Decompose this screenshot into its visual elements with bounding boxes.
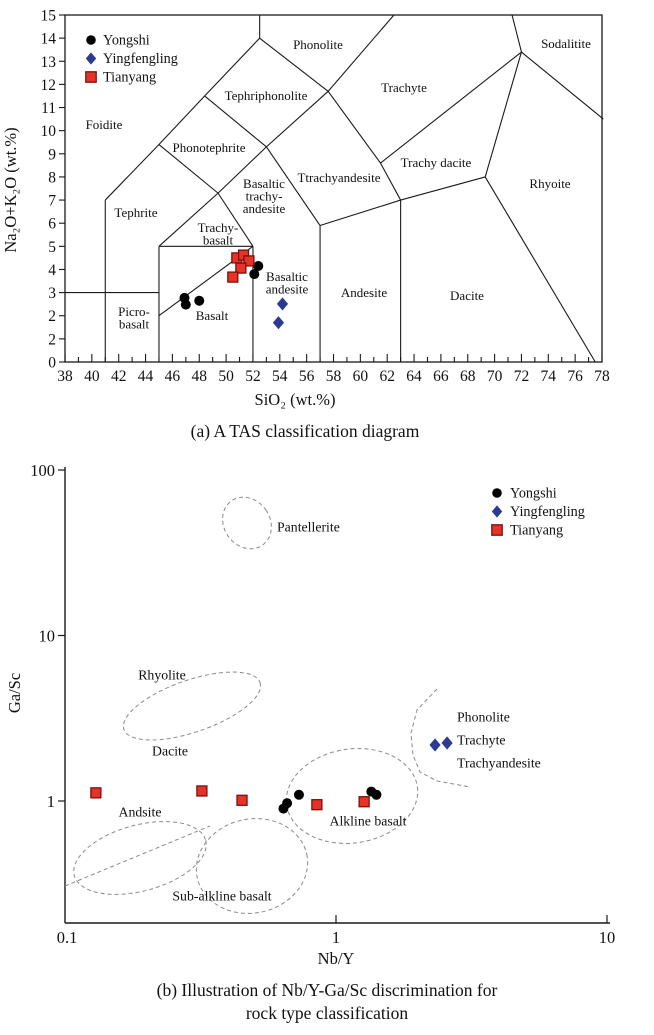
alkaline-subalkaline-divider <box>65 826 210 886</box>
boundary-line <box>380 52 521 163</box>
field-labels <box>119 520 541 904</box>
point-yongshi <box>181 300 191 310</box>
x-tick-label: 64 <box>406 368 422 385</box>
point-yongshi <box>294 790 304 800</box>
y-axis-title: Ga/Sc <box>5 672 24 714</box>
data-points <box>91 736 453 813</box>
field-label-line: Tephrite <box>114 205 158 220</box>
y-tick-label: 12 <box>40 76 56 94</box>
boundary-line <box>485 177 595 362</box>
field-label-line: Phonolite <box>293 37 343 52</box>
legend-marker-tianyang <box>492 525 502 535</box>
zone-outlines <box>65 488 470 924</box>
point-yingfengling <box>277 297 288 310</box>
legend-marker-yongshi <box>492 488 502 498</box>
x-axis-title: Nb/Y <box>317 949 355 968</box>
field-label-line: Basaltic <box>243 176 285 191</box>
x-tick-label: 60 <box>352 368 369 385</box>
y-tick-label: 15 <box>40 7 56 25</box>
x-axis-ticks <box>57 354 610 385</box>
y-axis-title: Na₂O+K₂O (wt.%) <box>1 127 20 253</box>
x-tick-label: 50 <box>218 368 234 385</box>
field-label-line: Basaltic <box>266 269 308 284</box>
x-tick-label: 74 <box>540 368 557 385</box>
point-yongshi <box>194 296 204 306</box>
y-tick-label: 4 <box>48 261 56 279</box>
y-tick-label: 0 <box>48 354 56 372</box>
x-tick-label: 68 <box>460 368 476 385</box>
point-tianyang <box>197 786 207 796</box>
legend-marker-yingfengling <box>492 505 502 517</box>
x-tick-label: 42 <box>110 368 127 385</box>
boundary-line <box>328 91 380 163</box>
x-tick-label: 44 <box>137 368 154 385</box>
y-tick-label: 11 <box>41 100 56 118</box>
field-label-line: Sodalitite <box>541 36 591 51</box>
y-axis-ticks <box>30 461 65 811</box>
point-yongshi <box>253 261 263 271</box>
x-tick-label: 72 <box>513 368 530 385</box>
legend <box>86 33 178 86</box>
x-tick-label: 1 <box>331 928 341 947</box>
y-tick-label: 3 <box>48 285 56 303</box>
field-label-line: trachy- <box>245 188 283 204</box>
boundary-line <box>380 163 400 200</box>
legend <box>492 486 585 539</box>
y-tick-label: 1 <box>46 792 55 811</box>
field-label-line: Foidite <box>85 117 123 132</box>
field-label-line: Rhyoite <box>529 176 571 191</box>
field-label-line: andesite <box>265 281 309 297</box>
legend-marker-yingfengling <box>86 52 96 64</box>
x-tick-label: 76 <box>567 368 583 385</box>
x-tick-label: 52 <box>245 368 261 385</box>
y-tick-label: 14 <box>40 30 56 48</box>
field-label-line: Trachy dacite <box>400 155 472 170</box>
caption-b-line1: (b) Illustration of Nb/Y-Ga/Sc discrimination for <box>156 980 498 1000</box>
tas-classification-chart <box>0 0 654 418</box>
point-tianyang <box>228 272 238 282</box>
y-tick-label: 5 <box>48 238 56 256</box>
field-label: Pantellerite <box>277 519 340 535</box>
field-label-line: Trachyte <box>381 80 427 95</box>
x-tick-label: 40 <box>84 368 100 385</box>
pantellerite-field <box>213 488 282 559</box>
x-tick-label: 78 <box>594 368 610 385</box>
field-labels <box>86 36 592 332</box>
x-tick-label: 66 <box>433 368 449 385</box>
x-tick-label: 56 <box>298 368 315 385</box>
legend-label-yongshi: Yongshi <box>103 32 150 49</box>
x-tick-label: 58 <box>325 368 342 385</box>
point-yingfengling <box>273 316 284 329</box>
field-label-line: Tephriphonolite <box>224 88 308 103</box>
field-label-line: Picro- <box>118 304 150 319</box>
tas-plot <box>1 8 610 410</box>
boundary-line <box>159 96 205 145</box>
field-label-line: Phonotephrite <box>172 140 246 155</box>
point-yingfengling <box>429 738 440 751</box>
boundary-line <box>105 145 159 201</box>
legend-label-yingfengling: Yingfengling <box>510 504 585 520</box>
point-yingfengling <box>441 736 452 749</box>
point-tianyang <box>237 795 247 805</box>
point-tianyang <box>312 800 322 810</box>
nby-gasc-discrimination-chart <box>0 450 654 978</box>
y-tick-label: 10 <box>40 123 56 141</box>
y-tick-label: 100 <box>30 461 55 480</box>
field-label: Trachyte <box>457 732 506 748</box>
legend-marker-yongshi <box>86 35 96 45</box>
x-axis-title: SiO₂ (wt.%) <box>254 390 336 409</box>
x-tick-label: 62 <box>379 368 395 385</box>
x-axis-ticks <box>57 915 616 947</box>
y-tick-label: 6 <box>48 215 56 233</box>
y-tick-label: 2 <box>48 331 56 349</box>
x-tick-label: 46 <box>164 368 181 385</box>
legend-label-tianyang: Tianyang <box>103 69 157 86</box>
field-label: Dacite <box>151 743 189 759</box>
x-tick-label: 10 <box>598 928 616 947</box>
boundary-line <box>485 52 521 177</box>
boundary-line <box>521 52 603 119</box>
field-label-line: basalt <box>118 316 150 332</box>
legend-label-tianyang: Tianyang <box>510 522 564 539</box>
field-label-line: andesite <box>242 201 286 216</box>
y-tick-label: 13 <box>40 53 56 71</box>
y-tick-label: 9 <box>48 146 56 164</box>
boundary-line <box>320 200 401 225</box>
field-label-line: Andesite <box>340 285 388 300</box>
y-tick-label: 8 <box>48 169 56 187</box>
field-label-line: basalt <box>202 232 234 248</box>
point-yongshi <box>371 790 381 800</box>
caption-b-line2: rock type classification <box>245 1003 409 1023</box>
x-tick-label: 54 <box>272 368 288 385</box>
field-label-line: Ttrachyandesite <box>297 170 381 185</box>
y-axis-ticks <box>41 8 66 372</box>
field-label: Alkline basalt <box>329 813 407 829</box>
field-label-line: Dacite <box>450 288 484 303</box>
legend-label-yongshi: Yongshi <box>510 485 557 502</box>
legend-marker-tianyang <box>86 72 96 82</box>
boundary-line <box>512 15 521 52</box>
x-tick-label: 48 <box>191 368 207 385</box>
y-tick-label: 2 <box>48 308 56 326</box>
field-label: Trachyandesite <box>457 755 541 771</box>
point-yongshi <box>282 798 292 808</box>
y-tick-label: 7 <box>48 192 56 210</box>
field-label: Rhyolite <box>138 667 186 683</box>
x-tick-label: 0.1 <box>56 928 78 947</box>
caption-a: (a) A TAS classification diagram <box>190 421 420 441</box>
point-tianyang <box>91 788 101 798</box>
field-label: Andsite <box>118 804 162 820</box>
x-tick-label: 70 <box>486 368 503 385</box>
field-label: Phonolite <box>457 709 510 725</box>
field-label-line: Basalt <box>195 308 229 323</box>
x-tick-label: 38 <box>57 368 73 385</box>
point-tianyang <box>359 797 369 807</box>
y-tick-label: 10 <box>38 626 55 646</box>
boundary-line <box>401 177 486 200</box>
field-label-line: Trachy- <box>197 220 239 235</box>
legend-label-yingfengling: Yingfengling <box>103 51 178 67</box>
caption-b <box>0 979 654 1025</box>
field-label: Sub-alkline basalt <box>172 888 272 904</box>
